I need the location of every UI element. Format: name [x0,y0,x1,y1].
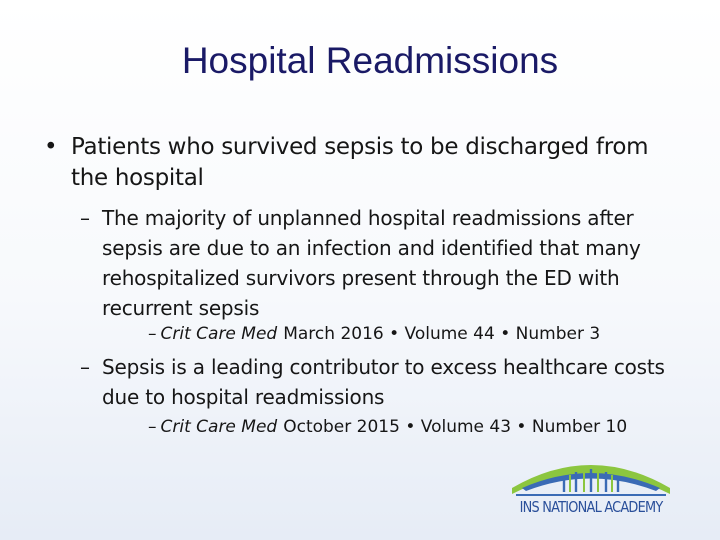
citation-2 [148,416,627,438]
sub-bullet-readmissions-infection [80,203,690,323]
citation-journal: Crit Care Med [160,417,278,437]
citation-marker: – [148,324,157,344]
sub-bullet-text: The majority of unplanned hospital readmissions after sepsis are due to an infection and identified that many rehospitalized survivors present through the ED with recurrent sepsis [102,206,641,320]
sub-bullet-text: Sepsis is a leading contributor to excess healthcare costs due to hospital readmissions [102,355,665,409]
sub-bullet-healthcare-costs [80,352,690,412]
citation-marker: – [148,417,157,437]
citation-details: October 2015 • Volume 43 • Number 10 [283,417,628,437]
citation-details: March 2016 • Volume 44 • Number 3 [283,324,601,344]
logo-text: INS NATIONAL ACADEMY [519,498,663,516]
slide-title: Hospital Readmissions [181,40,559,81]
main-bullet [44,132,684,194]
logo-arch-icon [506,448,676,500]
sub-bullet-marker: – [80,206,90,230]
main-bullet-text: Patients who survived sepsis to be discharged from the hospital [71,134,649,191]
citation-1 [148,323,600,345]
bullet-marker: • [44,134,58,160]
citation-journal: Crit Care Med [160,324,278,344]
sub-bullet-marker: – [80,355,90,379]
ins-national-academy-logo [506,448,676,520]
